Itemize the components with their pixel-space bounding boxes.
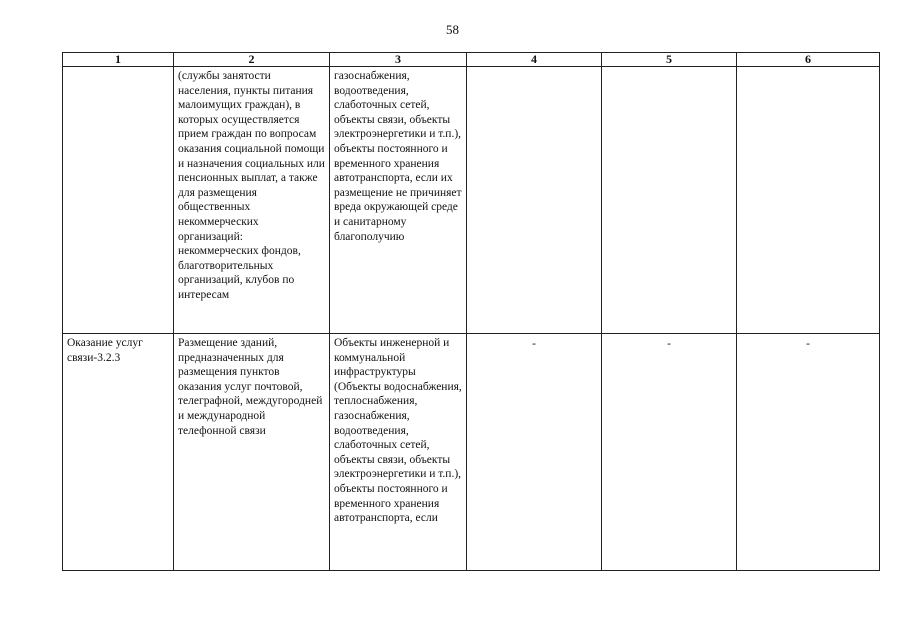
cell-use-name: Оказание услуг связи-3.2.3	[63, 334, 174, 571]
cell-permitted-objects: Объекты инженерной и коммунальной инфраструктуры (Объекты водоснабжения, теплоснабжения, газоснабжения, водоотведения, слаботочных сетей, объекты связи, объекты электроэнергетики и т.п.), объекты постоянного и временного хранения автотранспорта, если	[330, 334, 467, 571]
dash-mark: -	[806, 338, 810, 350]
header-col-3: 3	[330, 53, 467, 67]
table-row	[63, 334, 880, 571]
cell-col-6	[737, 67, 880, 334]
cell-description: (службы занятости населения, пункты питания малоимущих граждан), в которых осуществляется прием граждан по вопросам оказания социальной помощи и назначения социальных или пенсионных выплат, а также для размещения общественных некоммерческих организаций: некоммерческих фондов, благотворительных организаций, клубов по интересам	[174, 67, 330, 334]
cell-description: Размещение зданий, предназначенных для размещения пунктов оказания услуг почтовой, телеграфной, междугородней и международной телефонной связи	[174, 334, 330, 571]
cell-permitted-objects: газоснабжения, водоотведения, слаботочных сетей, объекты связи, объекты электроэнергетики и т.п.), объекты постоянного и временного хранения автотранспорта, если их размещение не причиняет вреда окружающей среде и санитарному благополучию	[330, 67, 467, 334]
page-number: 58	[446, 22, 459, 37]
header-col-2: 2	[174, 53, 330, 67]
header-row	[63, 53, 880, 67]
cell-col-5	[602, 67, 737, 334]
land-use-table	[62, 52, 880, 571]
table-row	[63, 67, 880, 334]
header-col-4: 4	[467, 53, 602, 67]
dash-mark: -	[667, 338, 671, 350]
dash-mark: -	[532, 338, 536, 350]
cell-col-6	[737, 334, 880, 571]
cell-col-4	[467, 334, 602, 571]
cell-col-5	[602, 334, 737, 571]
header-col-5: 5	[602, 53, 737, 67]
header-col-6: 6	[737, 53, 880, 67]
header-col-1: 1	[63, 53, 174, 67]
cell-use-name	[63, 67, 174, 334]
cell-col-4	[467, 67, 602, 334]
